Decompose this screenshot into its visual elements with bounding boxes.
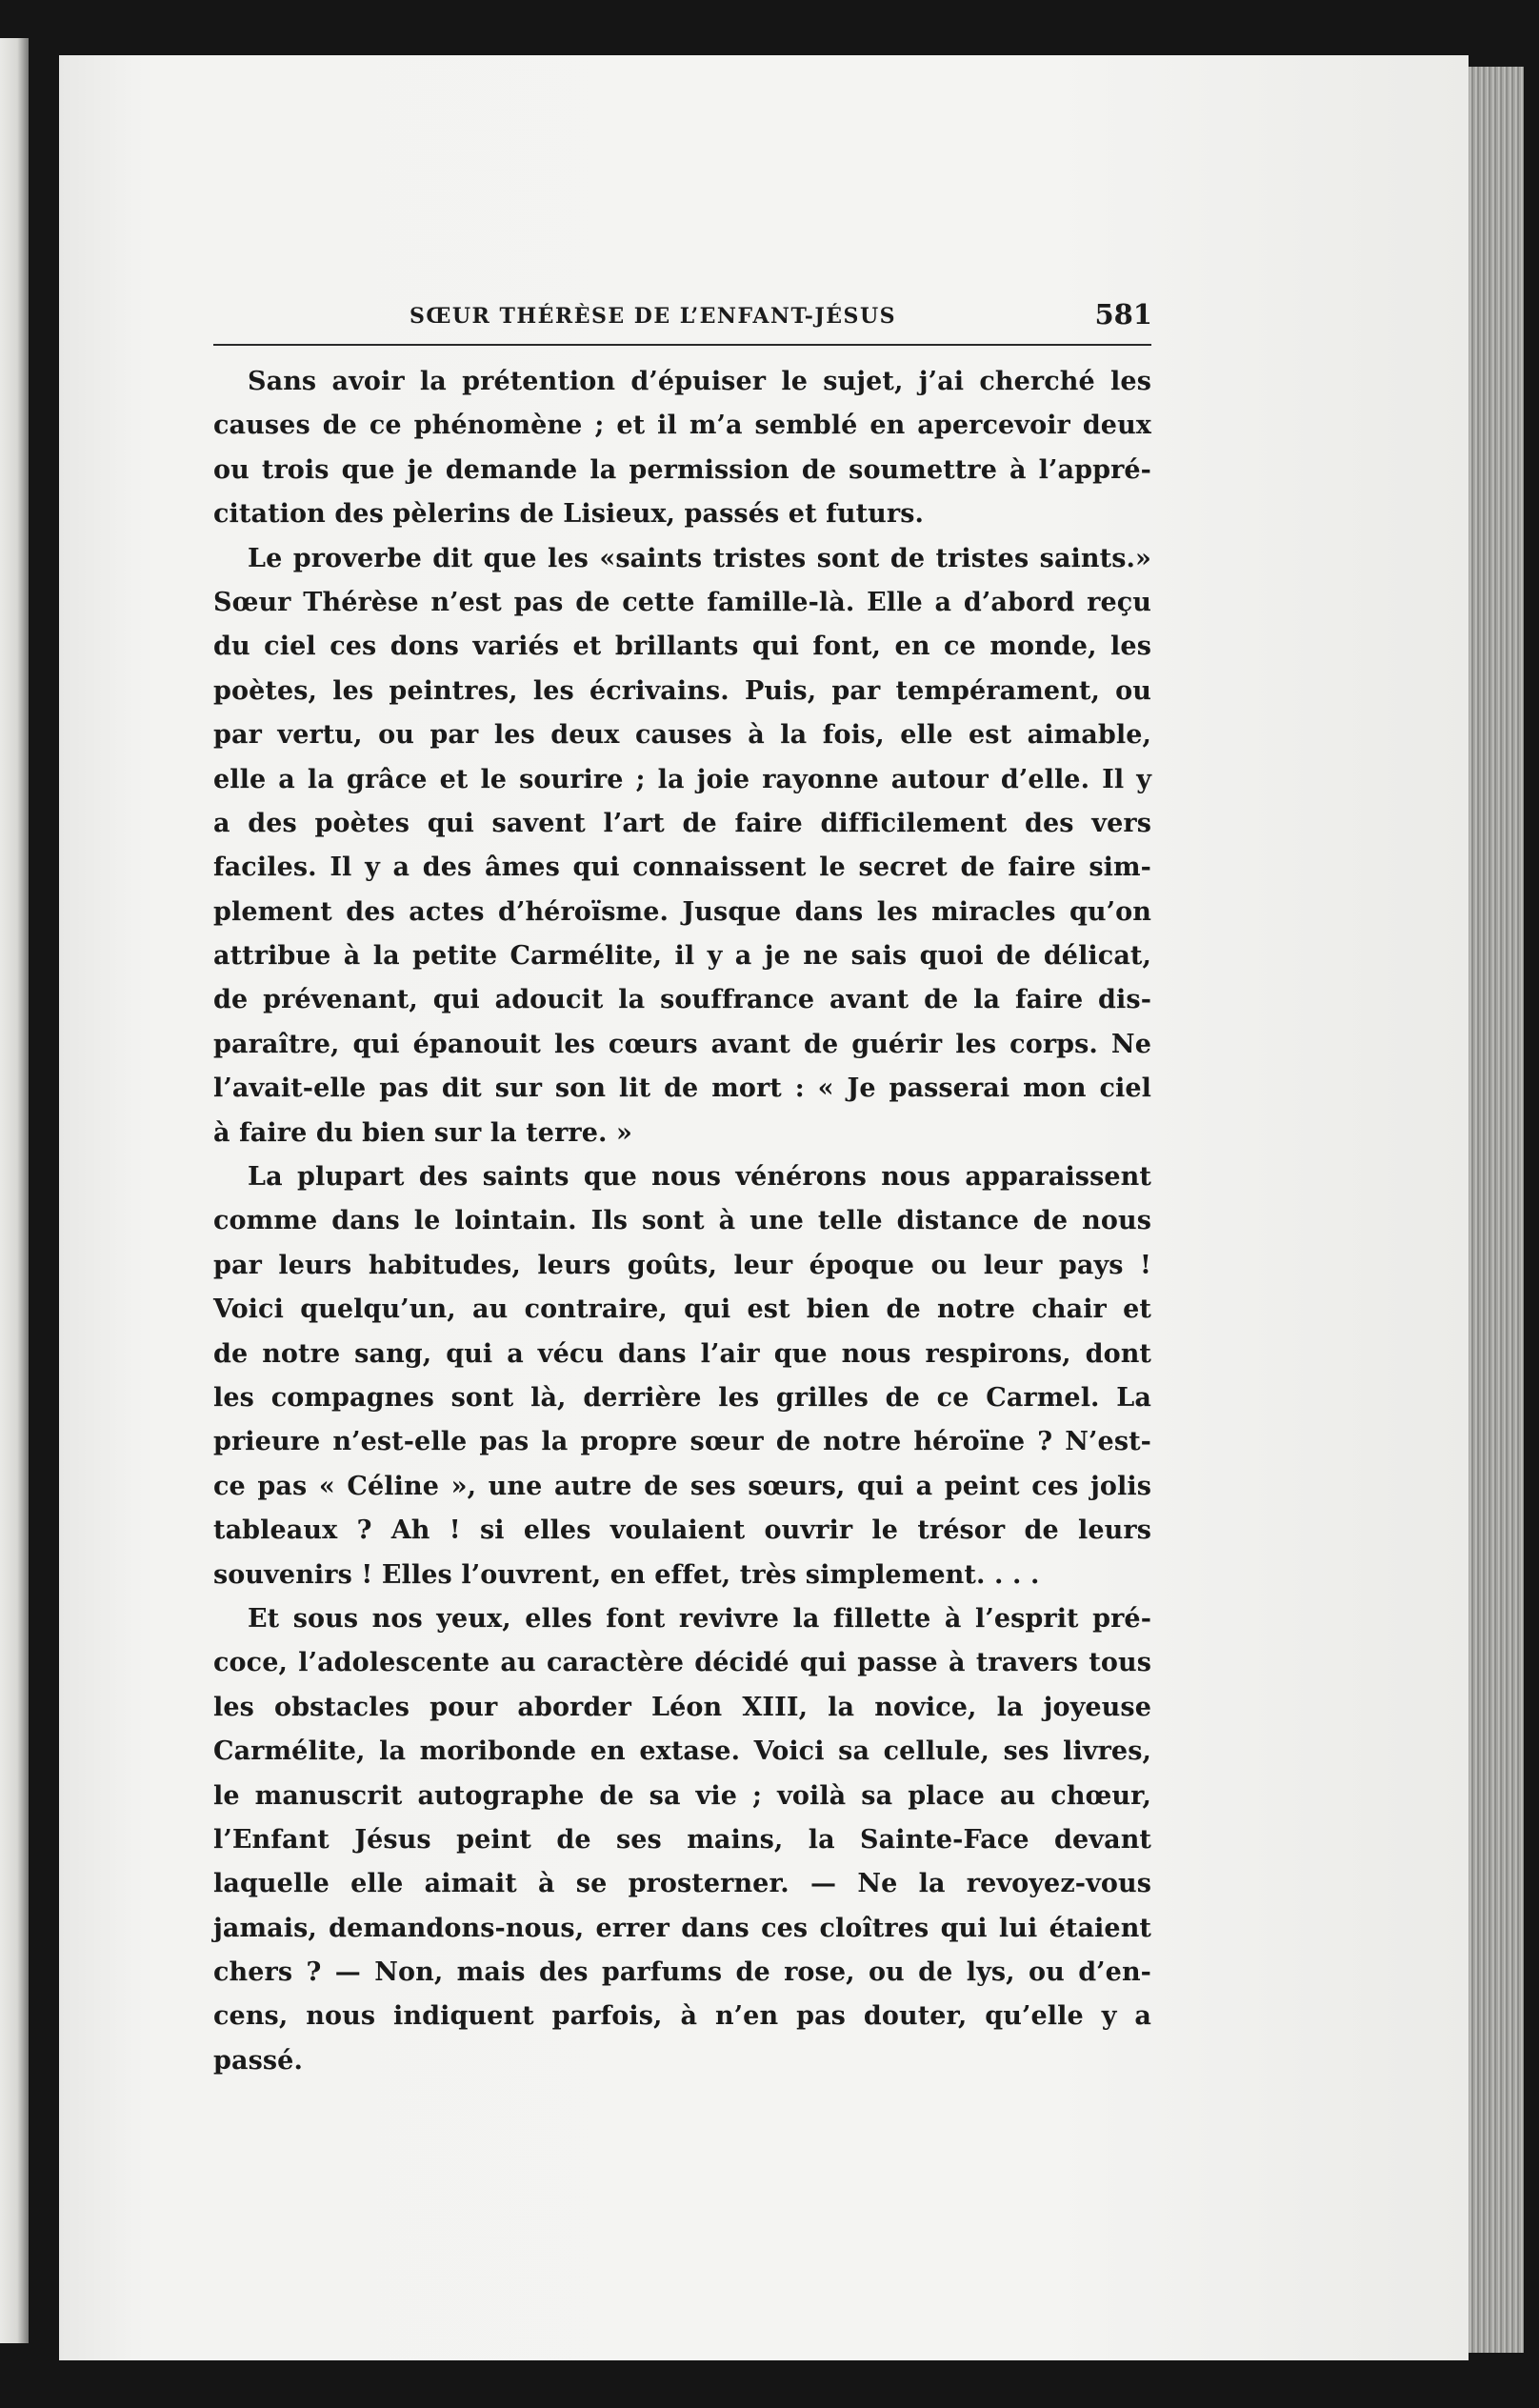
text-line: Sans avoir la prétention d’épuiser le sujet, j’ai cherché les xyxy=(248,367,1151,396)
text-line: attribue à la petite Carmélite, il y a je ne sais quoi de délicat, xyxy=(213,941,1151,972)
text-line: citation des pèlerins de Lisieux, passés et futurs. xyxy=(213,499,925,530)
running-title: SŒUR THÉRÈSE DE L’ENFANT-JÉSUS xyxy=(410,304,897,329)
text-line: Le proverbe dit que les «saints tristes sont de tristes saints.» xyxy=(248,543,1151,573)
body-text xyxy=(213,360,1151,2083)
text-line: ce pas « Céline », une autre de ses sœurs, qui a peint ces jolis xyxy=(213,1471,1151,1501)
text-line: souvenirs ! Elles l’ouvrent, en effet, très simplement. . . . xyxy=(213,1559,1040,1590)
text-line: poètes, les peintres, les écrivains. Puis, par tempérament, ou xyxy=(213,675,1151,706)
text-line: comme dans le lointain. Ils sont à une telle distance de nous xyxy=(213,1206,1151,1236)
text-line: de notre sang, qui a vécu dans l’air que nous respirons, dont xyxy=(213,1338,1151,1369)
text-line: La plupart des saints que nous vénérons nous apparaissent xyxy=(248,1162,1151,1193)
text-line: passé. xyxy=(213,2045,303,2076)
text-line: causes de ce phénomène ; et il m’a semblé en apercevoir deux xyxy=(213,411,1151,441)
text-line: plement des actes d’héroïsme. Jusque dans les miracles qu’on xyxy=(213,896,1151,927)
text-line: les obstacles pour aborder Léon XIII, la novice, la joyeuse xyxy=(213,1692,1151,1722)
header-rule xyxy=(213,344,1151,346)
paragraph-2 xyxy=(213,537,1151,1155)
text-line: chers ? — Non, mais des parfums de rose, ou de lys, ou d’en- xyxy=(213,1957,1151,1988)
text-line: du ciel ces dons variés et brillants qui font, en ce monde, les xyxy=(213,632,1151,662)
facing-page-edge xyxy=(0,38,29,2343)
text-line: le manuscrit autographe de sa vie ; voilà sa place au chœur, xyxy=(213,1780,1151,1811)
book-page xyxy=(59,55,1469,2360)
paragraph-4 xyxy=(213,1597,1151,2083)
text-line: Sœur Thérèse n’est pas de cette famille-là. Elle a d’abord reçu xyxy=(213,587,1151,617)
text-line: de prévenant, qui adoucit la souffrance avant de la faire dis- xyxy=(213,985,1151,1015)
paragraph-3 xyxy=(213,1155,1151,1597)
text-line: faciles. Il y a des âmes qui connaissent le secret de faire sim- xyxy=(213,853,1151,883)
text-line: laquelle elle aimait à se prosterner. — Ne la revoyez-vous xyxy=(213,1869,1151,1899)
text-line: l’Enfant Jésus peint de ses mains, la Sainte-Face devant xyxy=(213,1824,1151,1855)
text-line: Et sous nos yeux, elles font revivre la fillette à l’esprit pré- xyxy=(248,1603,1151,1634)
text-line: par vertu, ou par les deux causes à la fois, elle est aimable, xyxy=(213,720,1151,751)
text-line: les compagnes sont là, derrière les grilles de ce Carmel. La xyxy=(213,1382,1151,1413)
paragraph-1 xyxy=(213,360,1151,537)
text-line: Carmélite, la moribonde en extase. Voici sa cellule, ses livres, xyxy=(213,1736,1151,1767)
text-line: à faire du bien sur la terre. » xyxy=(213,1117,632,1148)
text-line: cens, nous indiquent parfois, à n’en pas douter, qu’elle y a xyxy=(213,2001,1151,2032)
text-line: tableaux ? Ah ! si elles voulaient ouvrir le trésor de leurs xyxy=(213,1515,1151,1546)
text-line: coce, l’adolescente au caractère décidé qui passe à travers tous xyxy=(213,1648,1151,1678)
text-line: l’avait-elle pas dit sur son lit de mort : « Je passerai mon ciel xyxy=(213,1074,1151,1104)
running-header xyxy=(410,298,1152,336)
text-line: prieure n’est-elle pas la propre sœur de notre héroïne ? N’est- xyxy=(213,1427,1151,1457)
text-line: elle a la grâce et le sourire ; la joie rayonne autour d’elle. Il y xyxy=(213,764,1151,794)
text-line: Voici quelqu’un, au contraire, qui est bien de notre chair et xyxy=(213,1294,1151,1325)
text-line: a des poètes qui savent l’art de faire difficilement des vers xyxy=(213,808,1151,838)
page-number: 581 xyxy=(1094,298,1152,331)
text-line: jamais, demandons-nous, errer dans ces cloîtres qui lui étaient xyxy=(213,1913,1151,1943)
text-line: par leurs habitudes, leurs goûts, leur époque ou leur pays ! xyxy=(213,1250,1151,1280)
text-line: ou trois que je demande la permission de soumettre à l’appré- xyxy=(213,454,1151,485)
text-line: paraître, qui épanouit les cœurs avant de guérir les corps. Ne xyxy=(213,1029,1151,1059)
